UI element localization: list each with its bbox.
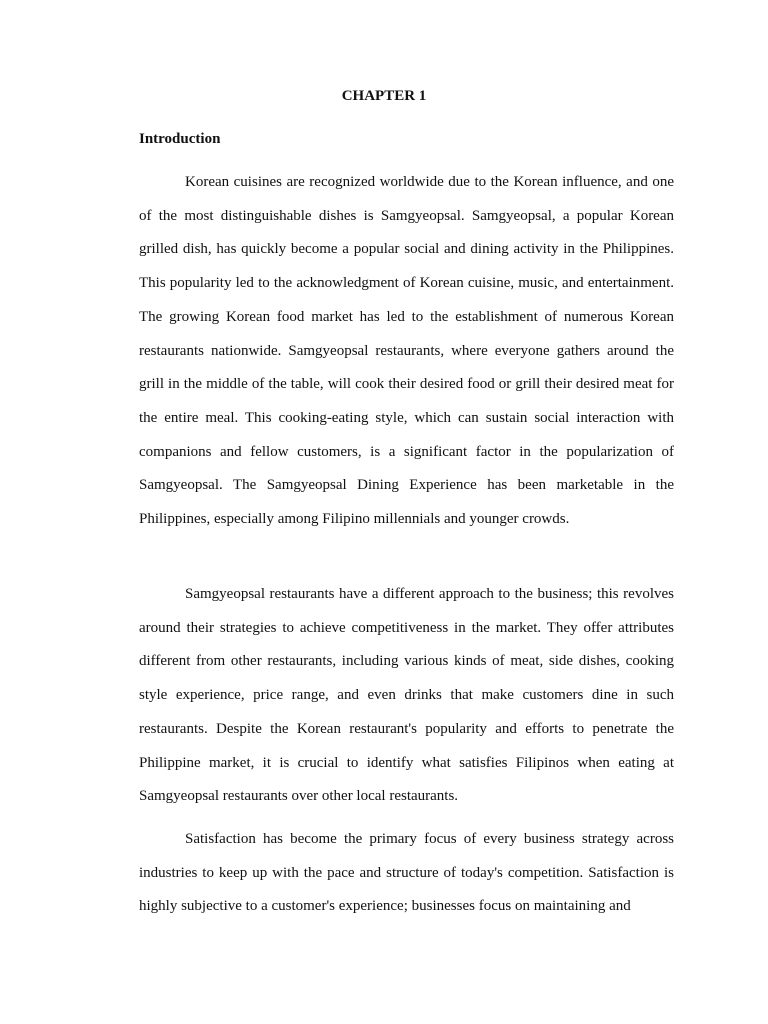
body-paragraph: Satisfaction has become the primary focus of every business strategy across industries to keep up with the pace and structure of today's competition. Satisfaction is highly subjective to a customer's experience; businesses focus on maintaining and [139, 831, 674, 915]
body-paragraph: Korean cuisines are recognized worldwide due to the Korean influence, and one of the most distinguishable dishes is Samgyeopsal. Samgyeopsal, a popular Korean grilled dish, has quickly become a popular social and dining activity in the Philippines. This popularity led to the acknowledgment of Korean cuisine, music, and entertainment. The growing Korean food market has led to the establishment of numerous Korean restaurants nationwide. Samgyeopsal restaurants, where everyone gathers around the grill in the middle of the table, will cook their desired food or grill their desired meat for the entire meal. This cooking-eating style, which can sustain social interaction with companions and fellow customers, is a significant factor in the popularization of Samgyeopsal. The Samgyeopsal Dining Experience has been marketable in the Philippines, especially among Filipino millennials and younger crowds. [139, 174, 674, 528]
body-paragraph: Samgyeopsal restaurants have a different approach to the business; this revolves around their strategies to achieve competitiveness in the market. They offer attributes different from other restaurants, including various kinds of meat, side dishes, cooking style experience, price range, and even drinks that make customers dine in such restaurants. Despite the Korean restaurant's popularity and efforts to penetrate the Philippine market, it is crucial to identify what satisfies Filipinos when eating at Samgyeopsal restaurants over other local restaurants. [139, 586, 674, 805]
chapter-title: CHAPTER 1 [341, 88, 427, 104]
section-heading: Introduction [139, 131, 221, 147]
